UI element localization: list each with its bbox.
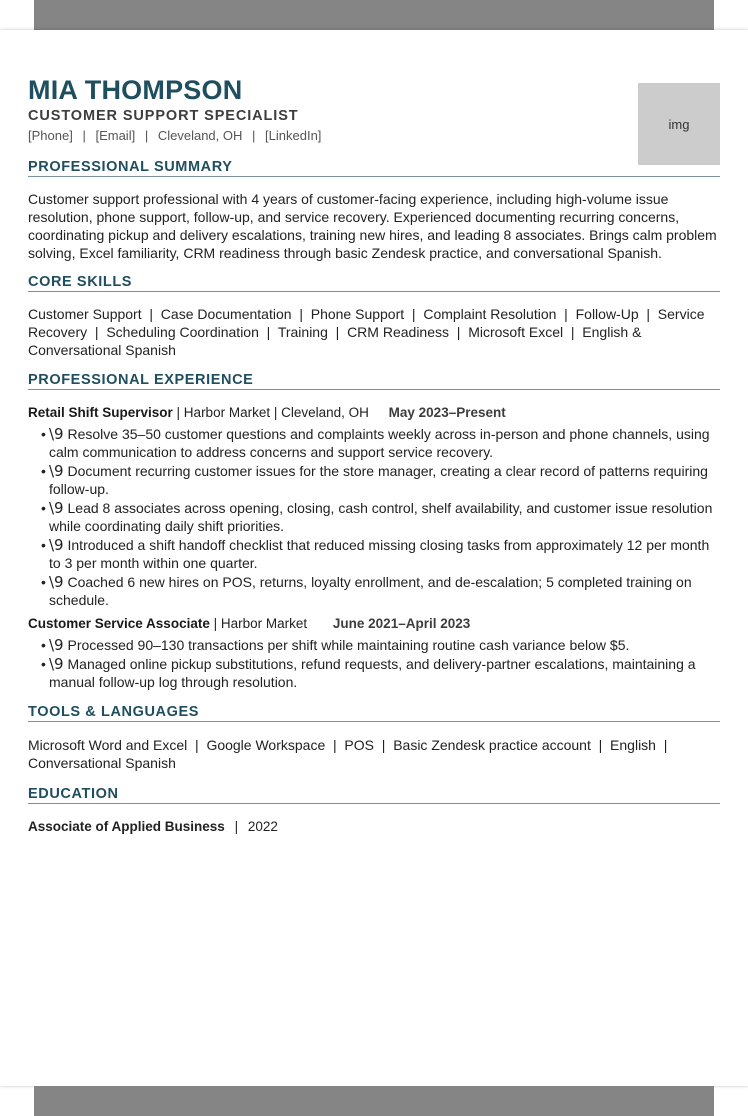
bullet-text: Coached 6 new hires on POS, returns, loyalty enrollment, and de-escalation; 5 completed training on schedule.	[49, 574, 692, 608]
bullet-dot: •	[41, 426, 46, 442]
job-bullet	[28, 536, 720, 572]
candidate-title: CUSTOMER SUPPORT SPECIALIST	[28, 108, 299, 124]
bullet-escape-text: \9	[49, 499, 64, 517]
bullet-dot: •	[41, 637, 46, 653]
job-bullet	[28, 636, 720, 654]
job-bullet	[28, 573, 720, 609]
education-separator: |	[234, 819, 239, 834]
bullet-text: Document recurring customer issues for the store manager, creating a clear record of patterns requiring follow-up.	[49, 463, 708, 497]
bullet-text: Managed online pickup substitutions, refund requests, and delivery-partner escalations, maintaining a manual follow-up log through resolution.	[49, 656, 696, 690]
viewer-bottom-bar	[34, 1086, 714, 1116]
bullet-escape-text: \9	[49, 573, 64, 591]
job-role: Retail Shift Supervisor	[28, 405, 173, 420]
bullet-escape-text: \9	[49, 462, 64, 480]
job-bullet	[28, 462, 720, 498]
job-dates: June 2021–April 2023	[332, 616, 471, 631]
contact-phone: [Phone]	[28, 128, 73, 143]
job-role: Customer Service Associate	[28, 616, 210, 631]
bullet-dot: •	[41, 500, 46, 516]
education-degree: Associate of Applied Business	[28, 819, 225, 834]
section-heading-experience: PROFESSIONAL EXPERIENCE	[28, 371, 720, 390]
bullet-dot: •	[41, 537, 46, 553]
job-bullet	[28, 655, 720, 691]
bullet-escape-text: \9	[49, 636, 64, 654]
photo-label: img	[668, 116, 690, 132]
education-year: 2022	[247, 819, 278, 834]
bullet-text: Introduced a shift handoff checklist that reduced missing closing tasks from approximately 12 per month to 3 per month within one quarter.	[49, 537, 710, 571]
contact-separator: |	[252, 128, 256, 143]
profile-photo-placeholder	[638, 83, 720, 165]
job-header	[28, 615, 720, 633]
bullet-dot: •	[41, 656, 46, 672]
bullet-escape-text: \9	[49, 425, 64, 443]
job-details: | Harbor Market | Cleveland, OH	[172, 405, 369, 420]
contact-linkedin: [LinkedIn]	[265, 128, 322, 143]
bullet-text: Processed 90–130 transactions per shift while maintaining routine cash variance below $5.	[67, 637, 630, 653]
contact-line	[28, 128, 321, 144]
contact-email: [Email]	[95, 128, 136, 143]
bullet-escape-text: \9	[49, 536, 64, 554]
education-entry	[28, 818, 278, 836]
contact-separator: |	[82, 128, 86, 143]
job-bullet	[28, 425, 720, 461]
job-bullet-list	[28, 425, 720, 610]
section-heading-tools: TOOLS & LANGUAGES	[28, 703, 720, 722]
bullet-dot: •	[41, 463, 46, 479]
bullet-escape-text: \9	[49, 655, 64, 673]
job-dates: May 2023–Present	[388, 405, 506, 420]
tools-text: Microsoft Word and Excel | Google Workspace | POS | Basic Zendesk practice account | English | Conversational Spanish	[28, 737, 676, 771]
viewer-top-bar	[34, 0, 714, 30]
section-heading-education: EDUCATION	[28, 785, 720, 804]
bullet-dot: •	[41, 574, 46, 590]
job-header	[28, 404, 720, 422]
bullet-text: Resolve 35–50 customer questions and complaints weekly across in-person and phone channels, using calm communication to address concerns and support service recovery.	[49, 426, 710, 460]
section-heading-summary: PROFESSIONAL SUMMARY	[28, 158, 720, 177]
candidate-name: MIA THOMPSON	[28, 75, 243, 105]
contact-separator: |	[144, 128, 149, 143]
job-bullet-list	[28, 636, 720, 692]
section-heading-skills: CORE SKILLS	[28, 273, 720, 292]
contact-location: Cleveland, OH	[157, 128, 243, 143]
job-details: | Harbor Market	[209, 616, 308, 631]
summary-text: Customer support professional with 4 years of customer-facing experience, including high-volume issue resolution, phone support, follow-up, and service recovery. Experienced documenting recurring concerns, coordinating pickup and delivery escalations, training new hires, and leading 8 associates. Brings calm problem solving, Excel familiarity, CRM readiness through basic Zendesk practice, and conversational Spanish.	[28, 191, 717, 261]
skills-text: Customer Support | Case Documentation | Phone Support | Complaint Resolution | Follow-Up | Service Recovery | Scheduling Coordination | Training | CRM Readiness | Microsoft Excel | English & Conversational Spanish	[28, 306, 709, 358]
bullet-text: Lead 8 associates across opening, closing, cash control, shelf availability, and customer issue resolution while coordinating daily shift priorities.	[49, 500, 713, 534]
job-bullet	[28, 499, 720, 535]
resume-page	[0, 30, 748, 1086]
